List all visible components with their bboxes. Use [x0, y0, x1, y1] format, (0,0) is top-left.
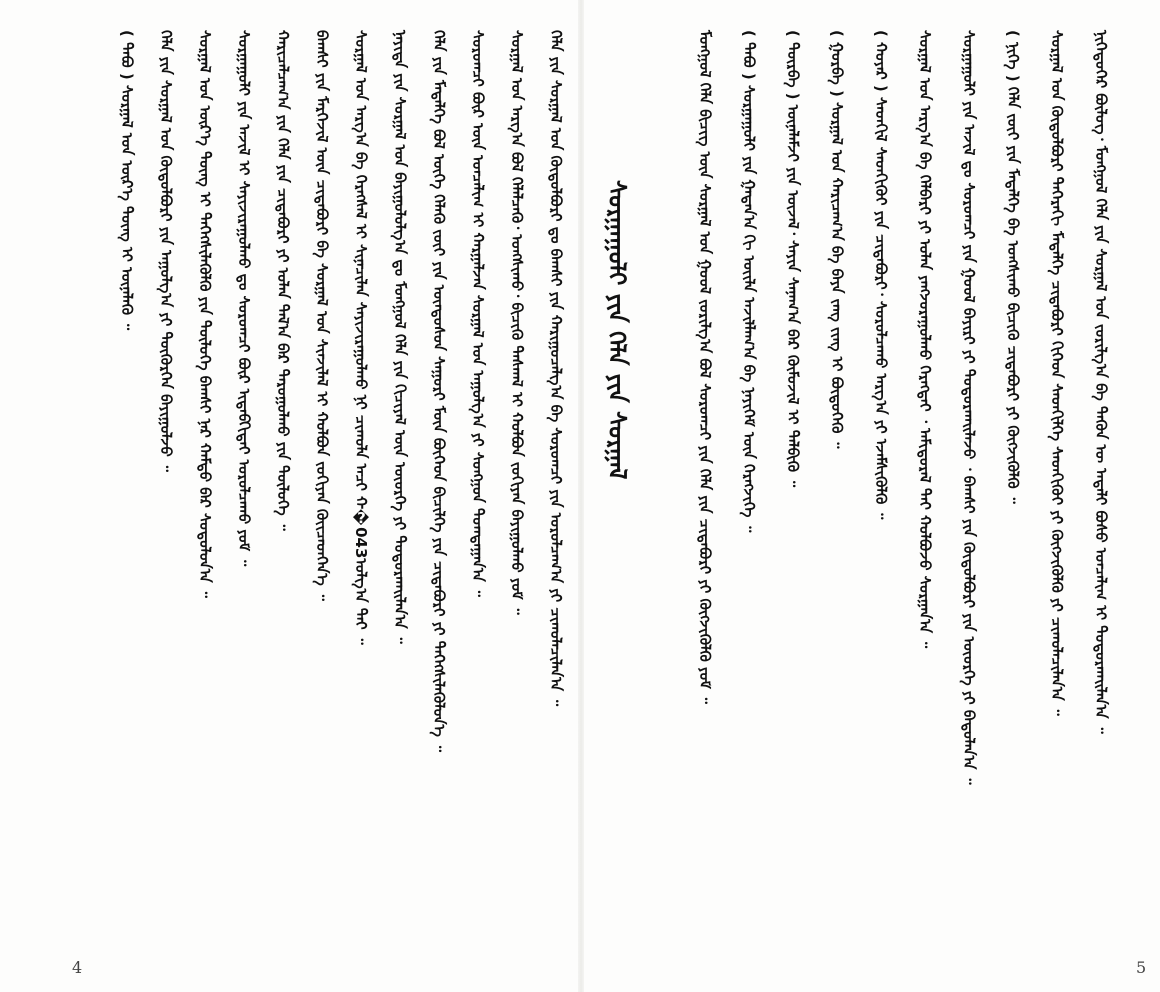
- text-column: ᠰᠤᠷᠤᠭᠴᠢ ᠪᠦᠷ ᠦᠨ ᠣᠨᠴᠠᠯᠢᠭ ᠢ ᠬᠠᠷᠭᠠᠯᠵᠠᠨ ᠰᠤᠷᠭᠠᠯ ᠤᠨ ᠠᠭᠤᠯᠭ᠎ᠠ ᠶᠢ ᠰᠣᠩᠭᠣᠨ ᠲᠣᠭᠲᠠᠭᠠᠨ᠎ᠠ ᠃: [469, 30, 487, 597]
- text-column: ᠮᠣᠩᠭᠣᠯ ᠬᠡᠯᠡ ᠪᠢᠴᠢᠭ ᠦᠨ ᠰᠤᠷᠭᠠᠯ ᠤᠨ ᠭᠣᠣᠯ ᠵᠣᠷᠢᠯᠭ᠎ᠠ ᠪᠣᠯ ᠰᠤᠷᠤᠭᠴᠢ ᠶᠢᠨ ᠬᠡᠯᠡ ᠶᠢᠨ ᠴᠢᠳᠠᠪᠤᠷᠢ ᠶᠢ ᠬᠥᠭᠵᠢᠭᠦᠯᠬᠦ ᠶᠤᠮ ᠃: [696, 30, 714, 704]
- text-column: ᠰᠤᠷᠭᠠᠯ ᠤᠨ ᠬᠥᠲᠥᠯᠪᠦᠷᠢ ᠳᠡᠭᠡᠷᠡᠬᠢ ᠮᠡᠳᠡᠯᠭᠡ ᠴᠢᠳᠠᠪᠤᠷᠢ ᠬᠢᠭᠡᠳ ᠰᠡᠳᠬᠢᠯᠭᠡ ᠰᠡᠳᠬᠢᠬᠦᠢ ᠶᠢ ᠬᠥᠭᠵᠢᠭᠦᠯᠬᠦ ᠶᠢ ᠴᠢᠬᠤᠯᠠᠴᠢᠯᠠᠨ᠎ᠠ ᠃: [1048, 30, 1066, 716]
- text-column: ᠬᠡᠯᠡ ᠶᠢᠨ ᠰᠤᠷᠭᠠᠯ ᠤᠨ ᠬᠥᠲᠥᠯᠪᠦᠷᠢ ᠳᠤ ᠪᠠᠭᠰᠢ ᠶᠢᠨ ᠬᠠᠷᠢᠭᠤᠴᠠᠯᠭ᠎ᠠ ᠪᠠ ᠰᠤᠷᠤᠭᠴᠢ ᠶᠢᠨ ᠣᠷᠣᠯᠴᠠᠭ᠎ᠠ ᠶᠢ ᠴᠢᠬᠤᠯᠠᠴᠢᠯᠠᠨ᠎ᠠ ᠃: [547, 30, 565, 707]
- text-column: ᠪᠠᠭᠰᠢ ᠶᠢᠨ ᠮᠡᠷᠭᠡᠵᠢᠯ ᠦᠨ ᠴᠢᠳᠠᠪᠤᠷᠢ ᠪᠠ ᠰᠤᠷᠭᠠᠯ ᠤᠨ ᠰᠢᠨᠵᠢᠯᠡᠯ ᠢ ᠬᠣᠯᠪᠣᠨ ᠵᠣᠬᠢᠶᠠᠨ ᠭᠦᠢᠴᠡᠳᠬᠡᠨ᠎ᠡ ᠃: [313, 30, 331, 601]
- text-column: ( ᠲᠠᠪᠤ ) ᠰᠤᠷᠭᠠᠯ ᠤᠨ ᠦᠷ᠎ᠡ ᠳᠦᠩ ᠢ ᠦᠨᠡᠯᠡᠬᠦ ᠃: [118, 30, 136, 331]
- text-column: ( ᠭᠤᠷᠪᠠ ) ᠰᠤᠷᠭᠠᠯ ᠤᠨ ᠬᠠᠷᠢᠴᠠᠭ᠎ᠠ ᠪᠠ ᠪᠡᠶᠡ ᠵᠠᠩ ᠵᠢᠩ ᠢ ᠪᠦᠲᠦᠭᠡᠬᠦ ᠃: [828, 30, 846, 449]
- page-gutter: [578, 0, 584, 992]
- page-number-left: 4: [72, 958, 83, 977]
- text-column: ( ᠳᠥᠷᠪᠡ ) ᠦᠨᠡᠯᠡᠮᠵᠢ ᠶᠢᠨ ᠦᠵᠡᠯ᠂ ᠰᠠᠶᠢᠨ ᠰᠠᠨᠠᠭ᠎ᠠ ᠪᠠᠷ ᠬᠦᠮᠦᠵᠢᠯ ᠢ ᠲᠡᠯᠪᠢᠬᠦ ᠃: [784, 30, 802, 488]
- text-column: ᠰᠤᠷᠭᠠᠯ ᠤᠨ ᠦᠷ᠎ᠡ ᠳᠦᠩ ᠢ ᠳᠡᠭᠡᠭᠰᠢᠯᠡᠭᠦᠯᠬᠦ ᠶᠢᠨ ᠲᠥᠯᠦᠭᠡ ᠪᠠᠭᠰᠢ ᠨᠠᠷ ᠬᠠᠮᠲᠤ ᠪᠡᠷ ᠰᠤᠳᠤᠯᠤᠨ᠎ᠠ ᠃: [196, 30, 214, 598]
- text-column: ᠬᠠᠷᠢᠴᠠᠯᠴᠠᠭ᠎ᠠ ᠶᠢᠨ ᠬᠡᠯᠡ ᠶᠢᠨ ᠴᠢᠳᠠᠪᠤᠷᠢ ᠶᠢ ᠣᠯᠠᠨ ᠲᠠᠯ᠎ᠠ ᠪᠠᠷ ᠳᠠᠷᠤᠭᠤᠯᠬᠤ ᠶᠢᠨ ᠲᠥᠯᠦᠭᠡ ᠃: [274, 30, 292, 531]
- text-column: ᠰᠤᠷᠭᠠᠭᠤᠯᠢ ᠶᠢᠨ ᠠᠵᠢᠯ ᠳᠤ ᠰᠤᠷᠤᠭᠴᠢ ᠶᠢᠨ ᠭᠣᠣᠯ ᠪᠠᠶᠢᠷᠢ ᠶᠢ ᠲᠣᠳᠤᠷᠬᠠᠢᠯᠠᠵᠤ ᠂ ᠪᠠᠭᠰᠢ ᠶᠢᠨ ᠬᠥᠲᠥᠯᠪᠦᠷᠢ ᠶᠢᠨ ᠦᠦᠷᠭᠡ ᠶᠢ ᠪᠠᠲᠤᠯᠠᠨ᠎ᠠ ᠃: [960, 30, 978, 785]
- text-column: ᠰᠤᠷᠭᠠᠭᠤᠯᠢ ᠶᠢᠨ ᠠᠵᠢᠯ ᠢ ᠰᠠᠶᠢᠵᠢᠷᠠᠭᠤᠯᠬᠤ ᠳᠤ ᠰᠤᠷᠤᠭᠴᠢ ᠪᠦᠷ ᠢᠳᠡᠪᠬᠢᠲᠡᠢ ᠣᠷᠣᠯᠴᠠᠬᠤ ᠶᠤᠮ ᠃: [235, 30, 253, 567]
- text-column: ᠨᠢᠭᠡᠳᠦᠭᠡᠷ ᠪᠦᠯᠦᠭ᠂ ᠮᠣᠩᠭᠣᠯ ᠬᠡᠯᠡ ᠶᠢᠨ ᠰᠤᠷᠭᠠᠯ ᠤᠨ ᠵᠣᠷᠢᠯᠭ᠎ᠠ ᠪᠠ ᠲᠡᠭᠦᠨ ᠦ ᠠᠳᠠᠯᠢ ᠪᠤᠰᠤ ᠣᠨᠴᠠᠯᠢᠭ ᠢ ᠲᠣᠳᠤᠷᠬᠠᠢᠯᠠᠨ᠎ᠠ ᠃: [1092, 30, 1110, 734]
- text-column: ᠰᠤᠷᠭᠠᠯ ᠤᠨ ᠠᠷᠭ᠎ᠠ ᠪᠠ ᠬᠡᠯᠪᠡᠷᠢ ᠶᠢ ᠣᠯᠠᠨ ᠶᠠᠩᠵᠤᠷᠠᠭᠤᠯᠬᠤ ᠬᠡᠷᠡᠭᠲᠡᠢ ᠂ ᠠᠮᠢᠳᠤᠷᠠᠯ ᠲᠠᠶ ᠬᠣᠯᠪᠣᠵᠤ ᠰᠤᠷᠭᠠᠨ᠎ᠠ ᠃: [916, 30, 934, 649]
- text-column: ᠰᠤᠷᠭᠠᠯ ᠤᠨ ᠠᠷᠭ᠎ᠠ ᠪᠣᠯ ᠬᠡᠯᠡᠯᠴᠡᠬᠦ᠂ ᠤᠩᠰᠢᠬᠤ᠂ ᠪᠢᠴᠢᠬᠦ ᠳᠠᠰᠬᠠᠯ ᠢ ᠬᠣᠯᠪᠣᠨ ᠵᠣᠬᠢᠶᠠᠨ ᠪᠠᠶᠢᠭᠤᠯᠬᠤ ᠶᠤᠮ ᠃: [508, 30, 526, 615]
- text-column: ( ᠬᠣᠶᠠᠷ ) ᠰᠡᠳᠬᠢᠯ ᠰᠡᠳᠬᠢᠬᠦᠢ ᠶᠢᠨ ᠴᠢᠳᠠᠪᠤᠷᠢ᠂ ᠰᠤᠷᠤᠯᠴᠠᠬᠤ ᠠᠷᠭ᠎ᠠ ᠶᠢ ᠡᠵᠡᠮᠰᠢᠭᠦᠯᠬᠦ ᠃: [872, 30, 890, 520]
- text-column: ᠬᠡᠯᠡ ᠶᠢᠨ ᠮᠡᠳᠡᠯᠭᠡ ᠪᠣᠯ ᠦᠭᠡ ᠬᠡᠯᠡᠬᠦ ᠵᠦᠢ ᠶᠢᠨ ᠦᠨᠳᠦᠰᠦᠨ ᠰᠠᠭᠤᠷᠢ ᠮᠥᠨ ᠪᠥᠭᠡᠳ ᠪᠢᠴᠢᠯᠭᠡ ᠶᠢᠨ ᠴᠢᠳᠠᠪᠤᠷᠢ ᠶᠢ ᠳᠡᠭᠡᠭᠰᠢᠯᠡᠭᠦᠯᠦᠨ᠎ᠡ ᠃: [430, 30, 448, 752]
- text-column: ᠨᠡᠶᠢᠲᠡ ᠶᠢᠨ ᠰᠤᠷᠭᠠᠯ ᠤᠨ ᠪᠠᠶᠢᠭᠤᠯᠤᠯᠭ᠎ᠠ ᠳᠤ ᠮᠣᠩᠭᠣᠯ ᠬᠡᠯᠡ ᠶᠢᠨ ᠬᠢᠴᠢᠶᠡᠯ ᠦᠨ ᠦᠦᠷᠭᠡ ᠶᠢ ᠲᠣᠳᠤᠷᠬᠠᠢᠯᠠᠨ᠎ᠠ ᠃: [391, 30, 409, 644]
- text-column: ᠬᠡᠯᠡ ᠶᠢᠨ ᠰᠤᠷᠭᠠᠯ ᠤᠨ ᠬᠥᠲᠥᠯᠪᠦᠷᠢ ᠶᠢᠨ ᠠᠭᠤᠯᠭ᠎ᠠ ᠶᠢ ᠳᠦᠭᠦᠷᠭᠡᠨ ᠪᠠᠶᠢᠭᠤᠯᠵᠤ ᠃: [157, 30, 175, 472]
- section-heading: ᠰᠤᠷᠭᠠᠭᠤᠯᠢ ᠶᠢᠨ ᠬᠡᠯᠡ ᠶᠢᠨ ᠰᠤᠷᠭᠠᠯ: [603, 180, 631, 480]
- page-number-right: 5: [1136, 958, 1147, 977]
- text-column: ( ᠨᠢᠭᠡ ) ᠬᠡᠯᠡ ᠵᠦᠢ ᠶᠢᠨ ᠮᠡᠳᠡᠯᠭᠡ ᠪᠠ ᠤᠩᠰᠢᠬᠤ ᠪᠢᠴᠢᠬᠦ ᠴᠢᠳᠠᠪᠤᠷᠢ ᠶᠢ ᠬᠥᠭᠵᠢᠭᠦᠯᠬᠦ ᠃: [1004, 30, 1022, 504]
- text-column: ( ᠲᠠᠪᠤ ) ᠰᠤᠷᠭᠠᠭᠤᠯᠢ ᠶᠢᠨ ᠭᠠᠳᠠᠨ᠎ᠠ ᠬᠢ ᠦᠢᠯᠡ ᠠᠵᠢᠯᠯᠠᠭ᠎ᠠ ᠪᠠ ᠨᠡᠶᠢᠭᠡᠮ ᠦᠨ ᠬᠡᠷᠡᠭᠵᠢᠭᠡ ᠃: [740, 30, 758, 533]
- text-column: ᠰᠤᠷᠭᠠᠯ ᠤᠨ ᠠᠷᠭ᠎ᠠ ᠪᠠ ᠬᠡᠷᠡᠭᠰᠡᠯ ᠢ ᠰᠢᠨᠡᠴᠢᠯᠡᠨ ᠰᠠᠶᠢᠵᠢᠷᠠᠭᠤᠯᠬᠤ ᠨᠢ ᠴᠢᠬᠤᠯᠠ ᠠᠴᠢ ᠬ�043ᠤᠯᠭ᠎ᠠ ᠲᠠᠶ ᠃: [352, 30, 370, 645]
